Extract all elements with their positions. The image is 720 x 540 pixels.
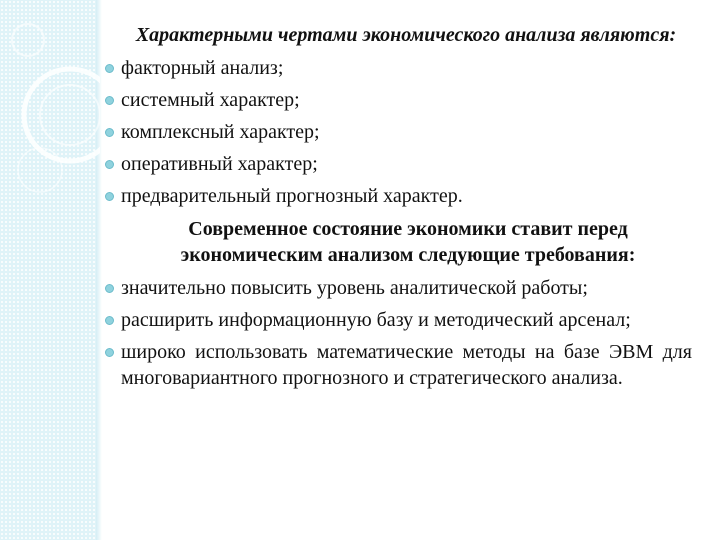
- arc-large: [24, 69, 100, 161]
- circle-bullet-icon: [105, 192, 114, 201]
- requirement-text: значительно повысить уровень аналитической работы;: [121, 277, 588, 299]
- features-heading: Характерными чертами экономического анализа являются:: [135, 24, 677, 46]
- feature-text: предварительный прогнозный характер.: [121, 185, 463, 207]
- requirements-list: [100, 275, 692, 391]
- list-item: [100, 183, 692, 209]
- circle-bullet-icon: [105, 160, 114, 169]
- list-item: [100, 119, 692, 145]
- list-item: [100, 275, 692, 301]
- feature-text: факторный анализ;: [121, 57, 284, 79]
- circle-arc-decoration: [0, 0, 100, 540]
- list-item: [100, 339, 692, 391]
- arc-small: [12, 24, 44, 56]
- list-item: [100, 55, 692, 81]
- arc-inner: [40, 85, 100, 145]
- feature-text: оперативный характер;: [121, 153, 318, 175]
- circle-bullet-icon: [105, 64, 114, 73]
- circle-bullet-icon: [105, 316, 114, 325]
- features-list: [100, 55, 692, 209]
- requirements-heading: Современное состояние экономики ставит перед экономическим анализом следующие требования:: [180, 218, 636, 266]
- slide-content: [100, 22, 692, 398]
- feature-text: системный характер;: [121, 89, 300, 111]
- list-item: [100, 151, 692, 177]
- requirement-text: широко использовать математические методы на базе ЭВМ для многовариантного прогнозного и стратегического анализа.: [121, 341, 692, 389]
- circle-bullet-icon: [105, 128, 114, 137]
- list-item: [100, 87, 692, 113]
- list-item: [100, 307, 692, 333]
- circle-bullet-icon: [105, 284, 114, 293]
- requirement-text: расширить информационную базу и методический арсенал;: [121, 309, 631, 331]
- circle-bullet-icon: [105, 96, 114, 105]
- feature-text: комплексный характер;: [121, 121, 320, 143]
- arc-bottom: [18, 148, 62, 192]
- circle-bullet-icon: [105, 348, 114, 357]
